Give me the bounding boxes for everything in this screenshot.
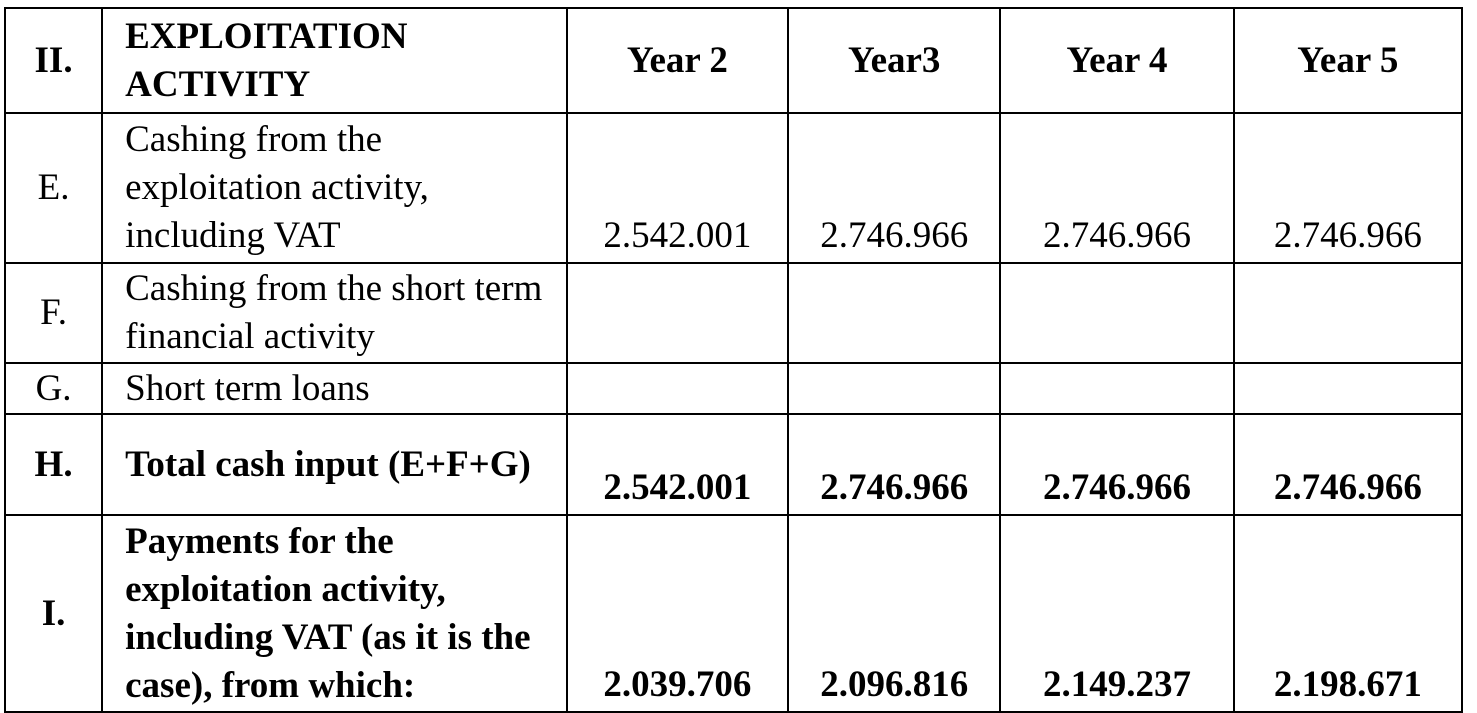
row-code: I.	[5, 515, 102, 712]
row-value	[788, 263, 1000, 363]
year-header: Year 4	[1000, 8, 1233, 113]
exploitation-activity-table	[4, 7, 1463, 713]
year-header: Year 5	[1234, 8, 1462, 113]
row-label: Total cash input (E+F+G)	[102, 414, 567, 515]
year-header: Year 2	[567, 8, 788, 113]
row-value: 2.542.001	[567, 113, 788, 263]
table-row	[5, 515, 1462, 712]
row-value: 2.096.816	[788, 515, 1000, 712]
table-header-row	[5, 8, 1462, 113]
row-value	[567, 263, 788, 363]
row-value: 2.746.966	[1234, 113, 1462, 263]
year-header: Year3	[788, 8, 1000, 113]
section-title: EXPLOITATION ACTIVITY	[102, 8, 567, 113]
section-code: II.	[5, 8, 102, 113]
row-value: 2.198.671	[1234, 515, 1462, 712]
row-value	[788, 363, 1000, 414]
row-value	[1234, 363, 1462, 414]
row-label: Payments for the exploitation activity, including VAT (as it is the case), from which:	[102, 515, 567, 712]
row-value: 2.746.966	[1000, 113, 1233, 263]
row-value	[1000, 263, 1233, 363]
row-code: G.	[5, 363, 102, 414]
row-value	[1000, 363, 1233, 414]
row-value	[1234, 263, 1462, 363]
table-row	[5, 414, 1462, 515]
row-value: 2.746.966	[1000, 414, 1233, 515]
row-value: 2.746.966	[788, 113, 1000, 263]
row-label: Short term loans	[102, 363, 567, 414]
row-value	[567, 363, 788, 414]
table-row	[5, 363, 1462, 414]
row-code: F.	[5, 263, 102, 363]
row-value: 2.746.966	[1234, 414, 1462, 515]
row-value: 2.746.966	[788, 414, 1000, 515]
row-code: H.	[5, 414, 102, 515]
row-label: Cashing from the exploitation activity, including VAT	[102, 113, 567, 263]
table-row	[5, 263, 1462, 363]
row-label: Cashing from the short term financial activity	[102, 263, 567, 363]
row-value: 2.542.001	[567, 414, 788, 515]
row-value: 2.039.706	[567, 515, 788, 712]
table-row	[5, 113, 1462, 263]
row-code: E.	[5, 113, 102, 263]
row-value: 2.149.237	[1000, 515, 1233, 712]
